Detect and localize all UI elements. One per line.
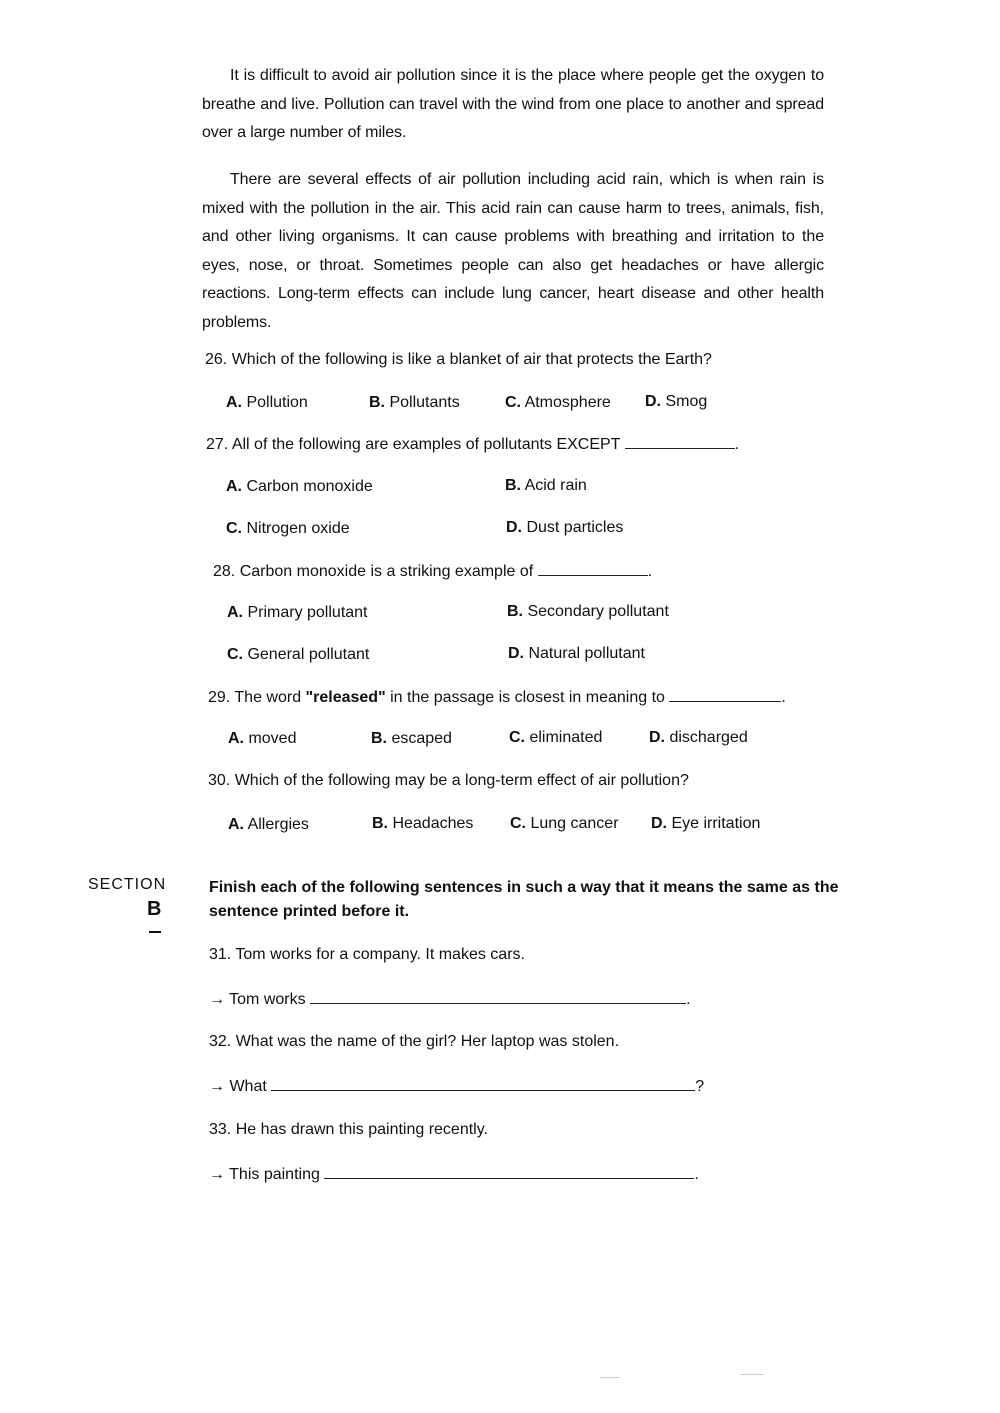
question-number: 30.	[208, 772, 231, 789]
item-number: 32.	[209, 1033, 232, 1050]
option-letter: D.	[645, 393, 661, 410]
question-text: All of the following are examples of pollutants EXCEPT	[231, 436, 621, 453]
rewrite-answer-33	[209, 1164, 699, 1185]
option-letter: D.	[649, 729, 665, 746]
item-prompt: He has drawn this painting recently.	[235, 1121, 488, 1138]
option-text: moved	[248, 730, 297, 747]
rewrite-answer-32	[209, 1076, 704, 1097]
question-number: 28.	[213, 563, 236, 580]
option-text: Secondary pollutant	[527, 603, 669, 620]
option-text: Acid rain	[524, 477, 587, 494]
option-text: Allergies	[247, 816, 309, 833]
option-text: Nitrogen oxide	[246, 520, 350, 537]
answer-end: .	[694, 1166, 699, 1183]
option-text: Atmosphere	[524, 394, 611, 411]
option-26-c[interactable]	[505, 393, 611, 413]
option-letter: C.	[505, 394, 521, 411]
option-26-a[interactable]	[226, 393, 308, 413]
answer-line[interactable]	[310, 989, 686, 1004]
item-number: 33.	[209, 1121, 232, 1138]
option-28-c[interactable]	[227, 645, 369, 665]
section-label: SECTION	[88, 876, 167, 893]
option-29-c[interactable]	[509, 728, 602, 748]
option-letter: A.	[227, 604, 243, 621]
answer-line[interactable]	[324, 1164, 694, 1179]
answer-blank[interactable]	[669, 687, 781, 702]
option-30-d[interactable]	[651, 814, 760, 834]
item-number: 31.	[209, 946, 232, 963]
option-27-b[interactable]	[505, 476, 587, 496]
option-28-d[interactable]	[508, 644, 645, 664]
option-text: Pollution	[246, 394, 308, 411]
item-prompt: Tom works for a company. It makes cars.	[235, 946, 525, 963]
option-28-a[interactable]	[227, 603, 368, 623]
option-text: escaped	[391, 730, 452, 747]
option-27-c[interactable]	[226, 519, 350, 539]
option-28-b[interactable]	[507, 602, 669, 622]
question-26	[205, 350, 712, 370]
rewrite-item-33	[209, 1120, 488, 1140]
question-27	[206, 434, 739, 455]
option-letter: A.	[226, 478, 242, 495]
option-letter: D.	[506, 519, 522, 536]
option-text: discharged	[669, 729, 748, 746]
passage-paragraph-2: There are several effects of air pollution including acid rain, which is when rain is mixed with the pollution in the air. This acid rain can cause harm to trees, animals, fish, and other living organisms. It can cause problems with breathing and irritation to the eyes, nose, or throat. Sometimes people can also get headaches or have allergic reactions. Long-term effects can include lung cancer, heart disease and other health problems.	[202, 171, 824, 331]
arrow-icon: →	[209, 1078, 225, 1095]
question-end: .	[647, 563, 653, 580]
option-30-a[interactable]	[228, 815, 309, 835]
option-letter: A.	[228, 730, 244, 747]
option-letter: B.	[369, 394, 385, 411]
answer-start: What	[229, 1078, 267, 1095]
answer-line[interactable]	[271, 1076, 695, 1091]
answer-blank[interactable]	[538, 561, 648, 576]
option-text: Pollutants	[389, 394, 460, 411]
option-text: Lung cancer	[530, 815, 619, 832]
option-letter: B.	[371, 730, 387, 747]
option-text: Dust particles	[526, 519, 624, 536]
arrow-icon: →	[209, 1166, 225, 1183]
option-letter: C.	[509, 729, 525, 746]
question-end: .	[734, 436, 740, 453]
option-26-b[interactable]	[369, 393, 460, 413]
question-text: Which of the following may be a long-term effect of air pollution?	[234, 772, 689, 789]
passage-paragraph-1: It is difficult to avoid air pollution since it is the place where people get the oxygen to breathe and live. Pollution can travel with the wind from one place to another and spread over a large number of miles.	[202, 67, 824, 141]
question-text-before: The word	[234, 689, 306, 706]
option-29-a[interactable]	[228, 729, 296, 749]
option-text: Headaches	[392, 815, 474, 832]
scan-speck	[740, 1374, 764, 1375]
option-30-b[interactable]	[372, 814, 473, 834]
option-letter: C.	[227, 646, 243, 663]
question-number: 29.	[208, 689, 231, 706]
answer-blank[interactable]	[625, 434, 735, 449]
question-text-after: in the passage is closest in meaning to	[385, 689, 665, 706]
option-letter: D.	[651, 815, 667, 832]
answer-end: .	[686, 991, 691, 1008]
question-end: .	[781, 689, 786, 706]
scan-speck	[600, 1377, 620, 1378]
option-text: eliminated	[529, 729, 603, 746]
item-prompt: What was the name of the girl? Her laptop was stolen.	[235, 1033, 620, 1050]
section-instruction: Finish each of the following sentences in such a way that it means the same as the sentence printed before it.	[209, 879, 839, 920]
option-letter: A.	[226, 394, 242, 411]
option-text: Smog	[665, 393, 708, 410]
option-letter: B.	[505, 477, 521, 494]
answer-end: ?	[695, 1078, 705, 1095]
section-underline	[149, 931, 161, 933]
option-text: Eye irritation	[671, 815, 761, 832]
option-30-c[interactable]	[510, 814, 619, 834]
option-27-d[interactable]	[506, 518, 623, 538]
arrow-icon: →	[209, 991, 225, 1008]
option-26-d[interactable]	[645, 392, 707, 412]
option-letter: D.	[508, 645, 524, 662]
option-letter: C.	[510, 815, 526, 832]
question-number: 27.	[206, 436, 229, 453]
question-30	[208, 771, 689, 791]
option-27-a[interactable]	[226, 477, 373, 497]
option-text: Carbon monoxide	[246, 478, 373, 495]
question-text: Which of the following is like a blanket of air that protects the Earth?	[231, 351, 712, 368]
option-29-b[interactable]	[371, 729, 452, 749]
option-29-d[interactable]	[649, 728, 748, 748]
rewrite-item-31	[209, 945, 525, 965]
option-letter: C.	[226, 520, 242, 537]
option-letter: B.	[507, 603, 523, 620]
question-29	[208, 687, 786, 708]
question-28	[213, 561, 652, 582]
option-text: General pollutant	[247, 646, 370, 663]
option-text: Natural pollutant	[528, 645, 645, 662]
answer-start: This painting	[229, 1166, 320, 1183]
highlighted-word: "released"	[305, 689, 386, 706]
answer-start: Tom works	[229, 991, 306, 1008]
question-text: Carbon monoxide is a striking example of	[239, 563, 534, 580]
option-text: Primary pollutant	[247, 604, 368, 621]
section-letter: B	[147, 898, 162, 920]
option-letter: B.	[372, 815, 388, 832]
rewrite-answer-31	[209, 989, 691, 1010]
rewrite-item-32	[209, 1032, 619, 1052]
question-number: 26.	[205, 351, 228, 368]
option-letter: A.	[228, 816, 244, 833]
